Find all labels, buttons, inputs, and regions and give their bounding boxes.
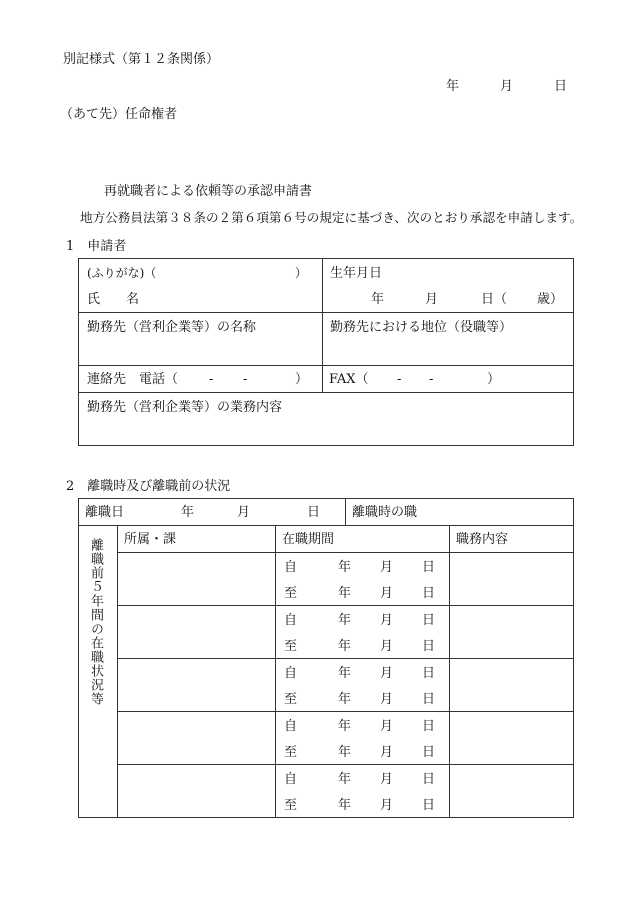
employer-position-label: 勤務先における地位（役職等） xyxy=(330,320,513,335)
business-content-label: 勤務先（営利企業等）の業務内容 xyxy=(87,400,283,415)
history-row xyxy=(79,553,574,606)
to-month: 月 xyxy=(380,692,394,707)
dept-cell[interactable] xyxy=(118,553,276,606)
phone-close: ） xyxy=(295,372,309,387)
retirement-table xyxy=(78,498,574,818)
to-month: 月 xyxy=(380,798,394,813)
from-month: 月 xyxy=(380,666,394,681)
from-label: 自 xyxy=(284,666,298,681)
duties-cell[interactable] xyxy=(450,712,574,765)
from-month: 月 xyxy=(380,613,394,628)
birth-year-label: 年 xyxy=(371,292,385,307)
period-cell[interactable] xyxy=(276,765,450,818)
from-year: 年 xyxy=(338,560,352,575)
employer-name-cell[interactable] xyxy=(79,313,323,366)
from-day: 日 xyxy=(422,613,436,628)
retire-year-label: 年 xyxy=(181,505,195,520)
history-row xyxy=(79,712,574,765)
to-month: 月 xyxy=(380,639,394,654)
from-year: 年 xyxy=(338,666,352,681)
to-label: 至 xyxy=(284,586,298,601)
history-row xyxy=(79,606,574,659)
from-month: 月 xyxy=(380,719,394,734)
from-year: 年 xyxy=(338,719,352,734)
from-label: 自 xyxy=(284,613,298,628)
from-month: 月 xyxy=(380,772,394,787)
duties-cell[interactable] xyxy=(450,606,574,659)
dept-header xyxy=(118,526,276,553)
duties-cell[interactable] xyxy=(450,553,574,606)
to-year: 年 xyxy=(338,692,352,707)
period-cell[interactable] xyxy=(276,606,450,659)
to-label: 至 xyxy=(284,692,298,707)
section2-heading: 2 離職時及び離職前の状況 xyxy=(66,479,231,494)
from-label: 自 xyxy=(284,719,298,734)
form-reference: 別記様式（第１２条関係） xyxy=(63,52,220,67)
birthdate-label: 生年月日 xyxy=(330,266,383,281)
to-day: 日 xyxy=(422,692,436,707)
furigana-close: ） xyxy=(295,266,308,280)
duties-header xyxy=(450,526,574,553)
birth-month-label: 月 xyxy=(425,292,439,307)
period-header xyxy=(276,526,450,553)
to-label: 至 xyxy=(284,798,298,813)
col-dept-label: 所属・課 xyxy=(124,532,177,547)
dept-cell[interactable] xyxy=(118,712,276,765)
retire-day-label: 日 xyxy=(307,505,321,520)
from-label: 自 xyxy=(284,772,298,787)
period-cell[interactable] xyxy=(276,553,450,606)
section1-heading: 1 申請者 xyxy=(66,239,127,254)
date-month-label: 月 xyxy=(500,79,514,94)
applicant-table xyxy=(78,258,574,446)
dept-cell[interactable] xyxy=(118,765,276,818)
retire-date-cell[interactable] xyxy=(79,499,346,526)
birthdate-cell[interactable] xyxy=(323,259,574,313)
to-day: 日 xyxy=(422,586,436,601)
from-day: 日 xyxy=(422,719,436,734)
dept-cell[interactable] xyxy=(118,659,276,712)
fax-separator: - xyxy=(397,372,402,387)
side-label-cell xyxy=(79,526,118,818)
addressee: （あて先）任命権者 xyxy=(60,107,178,122)
to-month: 月 xyxy=(380,586,394,601)
duties-cell[interactable] xyxy=(450,765,574,818)
history-row xyxy=(79,765,574,818)
fax-label: FAX（ xyxy=(329,372,369,387)
furigana-label: (ふりがな)（ xyxy=(87,266,157,280)
from-year: 年 xyxy=(338,772,352,787)
col-duties-label: 職務内容 xyxy=(456,532,509,547)
date-day-label: 日 xyxy=(554,79,568,94)
name-label: 氏 名 xyxy=(87,292,140,307)
retire-post-cell[interactable] xyxy=(346,499,574,526)
dept-cell[interactable] xyxy=(118,606,276,659)
to-day: 日 xyxy=(422,639,436,654)
intro-text: 地方公務員法第３８条の２第６項第６号の規定に基づき、次のとおり承認を申請します。 xyxy=(80,210,583,225)
from-day: 日 xyxy=(422,666,436,681)
retire-date-label: 離職日 xyxy=(85,505,125,520)
birth-age-label: 歳） xyxy=(537,292,564,307)
phone-separator: - xyxy=(243,372,248,387)
duties-cell[interactable] xyxy=(450,659,574,712)
contact-phone-label: 連絡先 電話（ xyxy=(87,372,179,387)
phone-cell[interactable] xyxy=(79,366,323,393)
from-year: 年 xyxy=(338,613,352,628)
to-year: 年 xyxy=(338,798,352,813)
from-day: 日 xyxy=(422,772,436,787)
from-day: 日 xyxy=(422,560,436,575)
employer-name-label: 勤務先（営利企業等）の名称 xyxy=(87,320,257,335)
fax-close: ） xyxy=(487,372,501,387)
employer-position-cell[interactable] xyxy=(323,313,574,366)
to-year: 年 xyxy=(338,586,352,601)
business-content-cell[interactable] xyxy=(79,393,574,446)
fax-cell[interactable] xyxy=(323,366,574,393)
to-day: 日 xyxy=(422,745,436,760)
to-label: 至 xyxy=(284,639,298,654)
retire-month-label: 月 xyxy=(237,505,251,520)
to-year: 年 xyxy=(338,639,352,654)
period-cell[interactable] xyxy=(276,659,450,712)
fax-separator: - xyxy=(429,372,434,387)
to-year: 年 xyxy=(338,745,352,760)
col-period-label: 在職期間 xyxy=(282,532,335,547)
document-title: 再就職者による依頼等の承認申請書 xyxy=(104,184,313,199)
name-cell[interactable] xyxy=(79,259,323,313)
phone-separator: - xyxy=(209,372,214,387)
history-row xyxy=(79,659,574,712)
retire-post-label: 離職時の職 xyxy=(352,505,418,520)
date-year-label: 年 xyxy=(446,79,460,94)
period-cell[interactable] xyxy=(276,712,450,765)
birth-day-label: 日（ xyxy=(481,292,508,307)
to-day: 日 xyxy=(422,798,436,813)
to-month: 月 xyxy=(380,745,394,760)
from-label: 自 xyxy=(284,560,298,575)
from-month: 月 xyxy=(380,560,394,575)
side-label: 離職前５年間の在職状況等 xyxy=(88,538,103,706)
to-label: 至 xyxy=(284,745,298,760)
